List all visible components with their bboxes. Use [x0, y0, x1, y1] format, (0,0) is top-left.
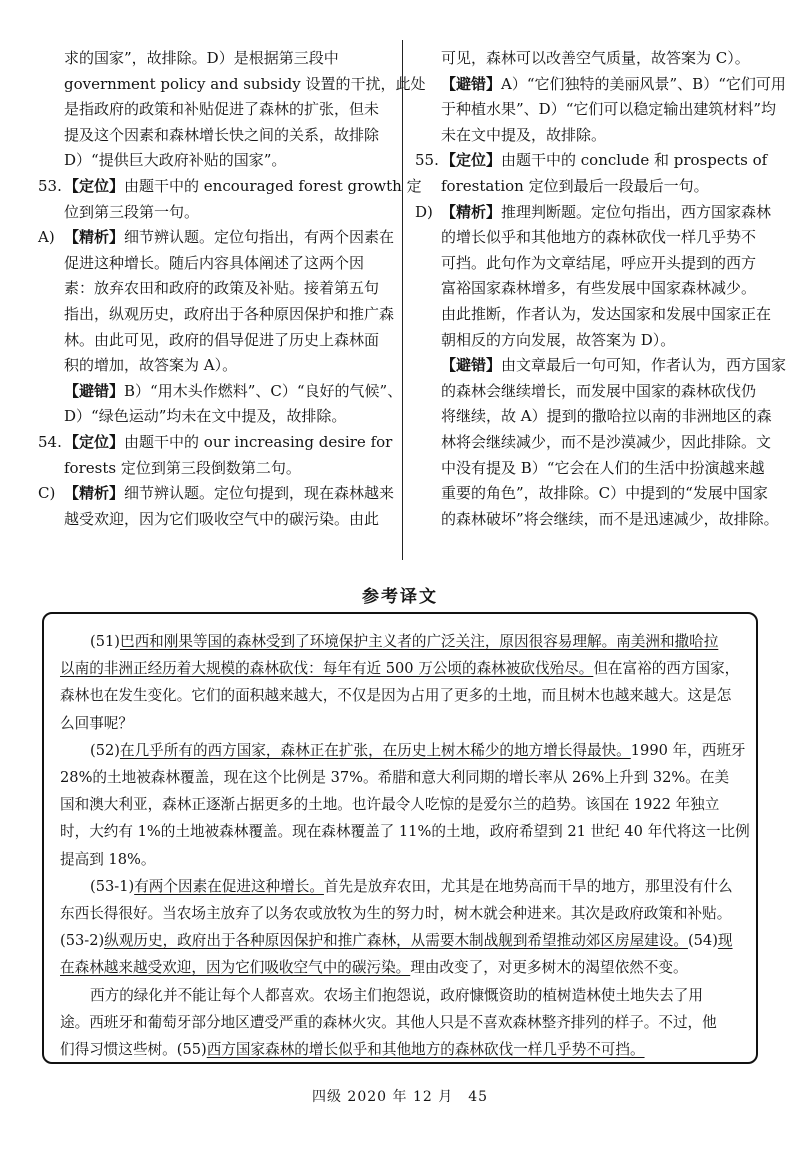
- text-segment: 时，大约有 1%的土地被森林覆盖。现在森林覆盖了 11%的土地，政府希望到 21 世纪 40 年代将这一比例: [60, 823, 750, 841]
- section-tag: 【精析】: [64, 484, 125, 503]
- translation-line: [60, 737, 744, 764]
- line-text: 素：放弃农田和政府的政策及补贴。接着第五句: [64, 279, 380, 298]
- translation-paragraph-3: [60, 873, 744, 982]
- section-tag: 【避错】: [441, 356, 502, 375]
- column-divider: [402, 40, 403, 560]
- underlined-segment: 纵观历史，政府出于各种原因保护和推广森林，从需要木制战舰到希望推动郊区房屋建设。: [104, 932, 688, 950]
- line-text: 富裕国家森林增多，有些发展中国家森林减少。: [441, 279, 757, 298]
- text-line: [38, 302, 395, 328]
- line-text: 细节辨认题。定位句指出，有两个因素在: [124, 228, 395, 247]
- text-line: [415, 200, 772, 226]
- text-segment: 但在富裕的西方国家，: [593, 660, 740, 678]
- line-text: 指出，纵观历史，政府出于各种原因保护和推广森: [64, 304, 395, 323]
- section-tag: 【避错】: [441, 74, 502, 93]
- line-text: 由题干中的 encouraged forest growth 定: [124, 176, 422, 195]
- text-line: [415, 302, 772, 328]
- section-tag: 【定位】: [64, 176, 125, 195]
- translation-paragraph-1: [60, 628, 744, 737]
- text-segment: 理由改变了，对更多树木的渴望依然不变。: [410, 959, 688, 977]
- page-footer: 四级 2020 年 12 月 45: [311, 1089, 489, 1105]
- left-column: [38, 46, 426, 532]
- text-segment: 森林也在发生变化。它们的面积越来越大，不仅是因为占用了更多的土地，而且树木也越来越大。这是怎: [60, 687, 732, 705]
- translation-line: [60, 954, 744, 981]
- line-text: 提及这个因素和森林增长快之间的关系，故排除: [64, 125, 380, 144]
- question-number: D): [415, 202, 433, 221]
- line-text: 于种植水果”、D）“它们可以稳定输出建筑材料”均: [441, 100, 777, 119]
- text-line: [38, 251, 390, 277]
- question-number: 55.: [415, 151, 439, 170]
- line-text: 未在文中提及，故排除。: [441, 125, 607, 144]
- line-text: 越受欢迎，因为它们吸收空气中的碳污染。由此: [64, 509, 380, 528]
- section-tag: 【避错】: [64, 381, 125, 400]
- text-segment: (54): [687, 932, 718, 950]
- text-line: [415, 353, 787, 379]
- question-number: 54.: [38, 432, 62, 451]
- underlined-segment: 在几乎所有的西方国家，森林正在扩张，在历史上树木稀少的地方增长得最快。: [119, 741, 631, 759]
- text-line: [38, 72, 426, 98]
- text-line: [415, 379, 758, 405]
- text-line: [38, 430, 393, 456]
- question-number: C): [38, 484, 56, 503]
- line-text: 由此推断，作者认为，发达国家和发展中国家正在: [441, 304, 772, 323]
- line-text: 由题干中的 our increasing desire for: [124, 432, 393, 451]
- line-text: 由文章最后一句可知，作者认为，西方国家: [501, 356, 787, 375]
- line-text: forests 定位到第三段倒数第二句。: [64, 458, 301, 477]
- text-segment: 国和澳大利亚，森林正逐渐占据更多的土地。也许最令人吃惊的是爱尔兰的趋势。该国在 1922 年独立: [60, 796, 720, 814]
- line-text: 是指政府的政策和补贴促进了森林的扩张，但未: [64, 100, 380, 119]
- translation-box: [42, 612, 758, 1064]
- text-line: [38, 200, 390, 226]
- text-segment: (53-2): [60, 932, 105, 950]
- text-line: [415, 430, 772, 456]
- text-line: [38, 123, 390, 149]
- text-line: [38, 174, 422, 200]
- line-text: government policy and subsidy 设置的干扰，此处: [64, 74, 426, 93]
- text-line: [38, 328, 390, 354]
- translation-line: [60, 682, 744, 709]
- section-tag: 【精析】: [441, 202, 502, 221]
- section-tag: 【定位】: [441, 151, 502, 170]
- line-text: 由题干中的 conclude 和 prospects of: [501, 151, 768, 170]
- translation-line: [60, 1036, 744, 1063]
- line-text: forestation 定位到最后一段最后一句。: [441, 176, 709, 195]
- translation-paragraph-4: [60, 982, 744, 1064]
- line-text: 细节辨认题。定位句提到，现在森林越来: [124, 484, 395, 503]
- text-line: [38, 276, 390, 302]
- line-text: 朝相反的方向发展，故答案为 D）。: [441, 330, 676, 349]
- section-tag: 【定位】: [64, 432, 125, 451]
- underlined-segment: 现: [717, 932, 733, 950]
- text-line: [38, 404, 390, 430]
- translation-title: 参考译文: [362, 587, 438, 607]
- text-segment: 么回事呢？: [60, 714, 133, 732]
- line-text: 积的增加，故答案为 A）。: [64, 356, 238, 375]
- text-segment: 首先是放弃农田，尤其是在地势高而干旱的地方，那里没有什么: [323, 877, 733, 895]
- underlined-segment: 以南的非洲正经历着大规模的森林砍伐：每年有近 500 万公顷的森林被砍伐殆尽。: [60, 660, 594, 678]
- text-line: [38, 481, 395, 507]
- line-text: 重要的角色”，故排除。C）中提到的“发展中国家: [441, 484, 768, 503]
- line-text: B）“用木头作燃料”、C）“良好的气候”、: [124, 381, 403, 400]
- translation-line: [60, 982, 744, 1009]
- section-tag: 【精析】: [64, 228, 125, 247]
- text-line: [415, 72, 786, 98]
- line-text: 中没有提及 B）“它会在人们的生活中扮演越来越: [441, 458, 765, 477]
- text-line: [415, 481, 768, 507]
- line-text: D）“绿色运动”均未在文中提及，故排除。: [64, 407, 347, 426]
- text-line: [415, 148, 768, 174]
- translation-line: [60, 791, 744, 818]
- text-segment: (51): [90, 633, 120, 650]
- line-text: 推理判断题。定位句指出，西方国家森林: [501, 202, 772, 221]
- line-text: 位到第三段第一句。: [64, 202, 200, 221]
- text-line: [38, 379, 403, 405]
- underlined-segment: 在森林越来越受欢迎，因为它们吸收空气中的碳污染。: [60, 959, 411, 977]
- line-text: 可见，森林可以改善空气质量，故答案为 C）。: [441, 49, 750, 67]
- line-text: A）“它们独特的美丽风景”、B）“它们可用: [501, 74, 786, 93]
- text-line: [415, 507, 779, 533]
- underlined-segment: 有两个因素在促进这种增长。: [134, 877, 324, 895]
- text-line: [415, 123, 758, 149]
- translation-line: [60, 655, 744, 682]
- translation-line: [60, 900, 744, 927]
- line-text: 的森林破坏”将会继续，而不是迅速减少，故排除。: [441, 509, 779, 528]
- text-line: [38, 353, 390, 379]
- translation-line: [60, 1009, 744, 1036]
- text-segment: 28%的土地被森林覆盖，现在这个比例是 37%。希腊和意大利同期的增长率从 26%上升到 32%。在美: [60, 769, 730, 787]
- text-line: [415, 328, 758, 354]
- text-line: [38, 507, 390, 533]
- text-line: [38, 46, 390, 72]
- translation-line: [60, 710, 744, 737]
- underlined-segment: 西方国家森林的增长似乎和其他地方的森林砍伐一样几乎势不可挡。: [206, 1041, 645, 1059]
- translation-line: [60, 927, 744, 954]
- text-line: [415, 456, 765, 482]
- right-column: [415, 46, 787, 532]
- text-segment: 1990 年，西班牙: [630, 741, 746, 759]
- line-text: 将继续，故 A）提到的撒哈拉以南的非洲地区的森: [441, 407, 772, 426]
- text-segment: 东西长得很好。当农场主放弃了以务农或放牧为生的努力时，树木就会种进来。其次是政府政策和补贴。: [60, 905, 732, 923]
- text-line: [415, 404, 772, 430]
- text-line: [415, 225, 758, 251]
- text-segment: 提高到 18%。: [60, 850, 156, 868]
- translation-line: [60, 873, 744, 900]
- text-line: [38, 97, 390, 123]
- line-text: 林将会继续减少，而不是沙漠减少，因此排除。文: [441, 432, 772, 451]
- text-line: [38, 456, 390, 482]
- text-segment: (53-1): [90, 877, 135, 895]
- text-line: [415, 276, 758, 302]
- text-line: [415, 251, 758, 277]
- text-line: [38, 148, 390, 174]
- line-text: 的增长似乎和其他地方的森林砍伐一样几乎势不: [441, 228, 757, 247]
- line-text: 林。由此可见，政府的倡导促进了历史上森林面: [64, 330, 380, 349]
- translation-line: [60, 764, 744, 791]
- text-segment: 途。西班牙和葡萄牙部分地区遭受严重的森林火灾。其他人只是不喜欢森林整齐排列的样子。不过，他: [60, 1013, 717, 1031]
- text-line: [415, 46, 758, 72]
- text-line: [415, 97, 777, 123]
- text-line: [415, 174, 758, 200]
- text-segment: (52): [90, 741, 120, 759]
- translation-line: [60, 846, 744, 873]
- line-text: D）“提供巨大政府补贴的国家”。: [64, 151, 287, 170]
- translation-paragraph-2: [60, 737, 750, 873]
- line-text: 可挡。此句作为文章结尾，呼应开头提到的西方: [441, 253, 757, 272]
- line-text: 的森林会继续增长，而发展中国家的森林砍伐仍: [441, 381, 757, 400]
- translation-line: [60, 628, 744, 655]
- text-segment: 西方的绿化并不能让每个人都喜欢。农场主们抱怨说，政府慷慨资助的植树造林使土地失去了用: [90, 986, 703, 1004]
- translation-line: [60, 818, 750, 845]
- question-number: A): [38, 228, 55, 247]
- line-text: 促进这种增长。随后内容具体阐述了这两个因: [64, 253, 365, 272]
- question-number: 53.: [38, 176, 62, 195]
- underlined-segment: 巴西和刚果等国的森林受到了环境保护主义者的广泛关注，原因很容易理解。南美洲和撒哈拉: [119, 633, 719, 650]
- line-text: 求的国家”，故排除。D）是根据第三段中: [64, 49, 339, 67]
- text-line: [38, 225, 395, 251]
- text-segment: 们得习惯这些树。(55): [60, 1041, 207, 1059]
